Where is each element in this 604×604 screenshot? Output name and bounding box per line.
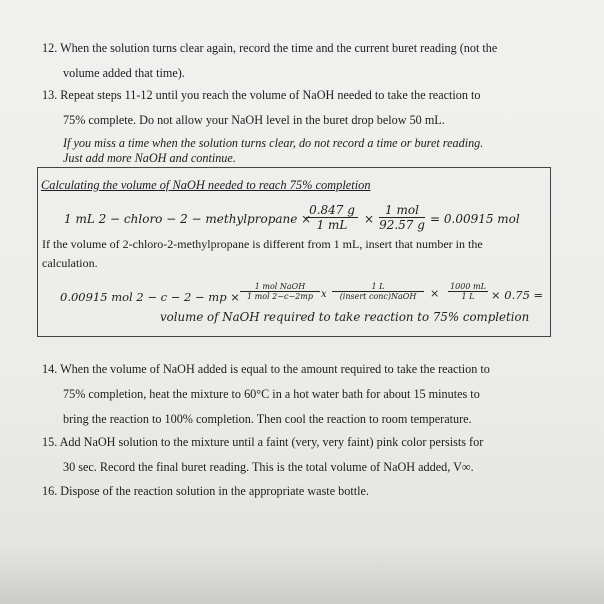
eq1-f1-denominator: 1 mL [306,217,358,232]
eq2-f3-denominator: 1 L [448,291,488,301]
step-13-note-line1: If you miss a time when the solution turns clear, do not record a time or buret reading. [63,136,484,150]
eq2-f2-denominator: (insert conc)NaOH [332,291,424,301]
step-14-line2: 75% completion, heat the mixture to 60°C in a hot water bath for about 15 minutes to [63,387,480,401]
eq2-fraction-concentration [332,282,424,301]
eq2-x2: × [430,287,440,300]
calculation-box-title: Calculating the volume of NaOH needed to reach 75% completion [41,178,371,192]
eq2-fraction-mole-ratio [240,282,320,301]
step-16-line1: 16. Dispose of the reaction solution in the appropriate waste bottle. [42,484,369,498]
eq2-f3-numerator: 1000 mL [450,282,486,291]
eq1-f2-numerator: 1 mol [385,203,419,217]
step-15-line1: 15. Add NaOH solution to the mixture until a faint (very, very faint) pink color persists for [42,435,484,449]
step-12-number: 12. [42,41,58,55]
eq1-result: = 0.00915 mol [430,212,520,226]
eq1-fraction-molar-mass [379,203,425,232]
eq2-f2-numerator: 1 L [371,282,385,291]
step-12-line1: 12. When the solution turns clear again, record the time and the current buret reading (not the [42,41,498,55]
step-13-line1: 13. Repeat steps 11-12 until you reach the volume of NaOH needed to take the reaction to [42,88,481,102]
step-13-number: 13. [42,88,58,102]
step-15-number: 15. [42,435,58,449]
eq1-f1-numerator: 0.847 g [309,203,355,217]
eq1-fraction-density [306,203,358,232]
box-note-line2: calculation. [42,256,98,270]
eq2-result-line: volume of NaOH required to take reaction to 75% completion [160,310,530,324]
box-note-line1: If the volume of 2-chloro-2-methylpropane is different from 1 mL, insert that number in the [42,237,483,251]
eq2-f1-numerator: 1 mol NaOH [254,282,306,291]
step-12-line2: volume added that time). [63,66,185,80]
eq1-times: × [364,212,375,226]
eq2-f1-denominator: 1 mol 2−c−2mp [240,291,320,301]
step-14-line1: 14. When the volume of NaOH added is equal to the amount required to take the reaction to [42,362,490,376]
step-14-number: 14. [42,362,58,376]
step-16-number: 16. [42,484,58,498]
eq2-fraction-ml-per-l [448,282,488,301]
step-13-line2: 75% complete. Do not allow your NaOH level in the buret drop below 50 mL. [63,113,445,127]
eq2-lhs: 0.00915 mol 2 − c − 2 − mp × [60,290,240,304]
eq1-lhs: 1 mL 2 − chloro − 2 − methylpropane × [64,212,312,226]
step-14-line3: bring the reaction to 100% completion. Then cool the reaction to room temperature. [63,412,472,426]
eq2-tail: × 0.75 = [491,288,544,302]
page-shadow [0,544,604,604]
eq1-f2-denominator: 92.57 g [379,218,425,232]
step-15-line2: 30 sec. Record the final buret reading. This is the total volume of NaOH added, V∞. [63,460,474,474]
step-13-note-line2: Just add more NaOH and continue. [63,151,236,165]
eq2-x1: x [321,289,327,300]
